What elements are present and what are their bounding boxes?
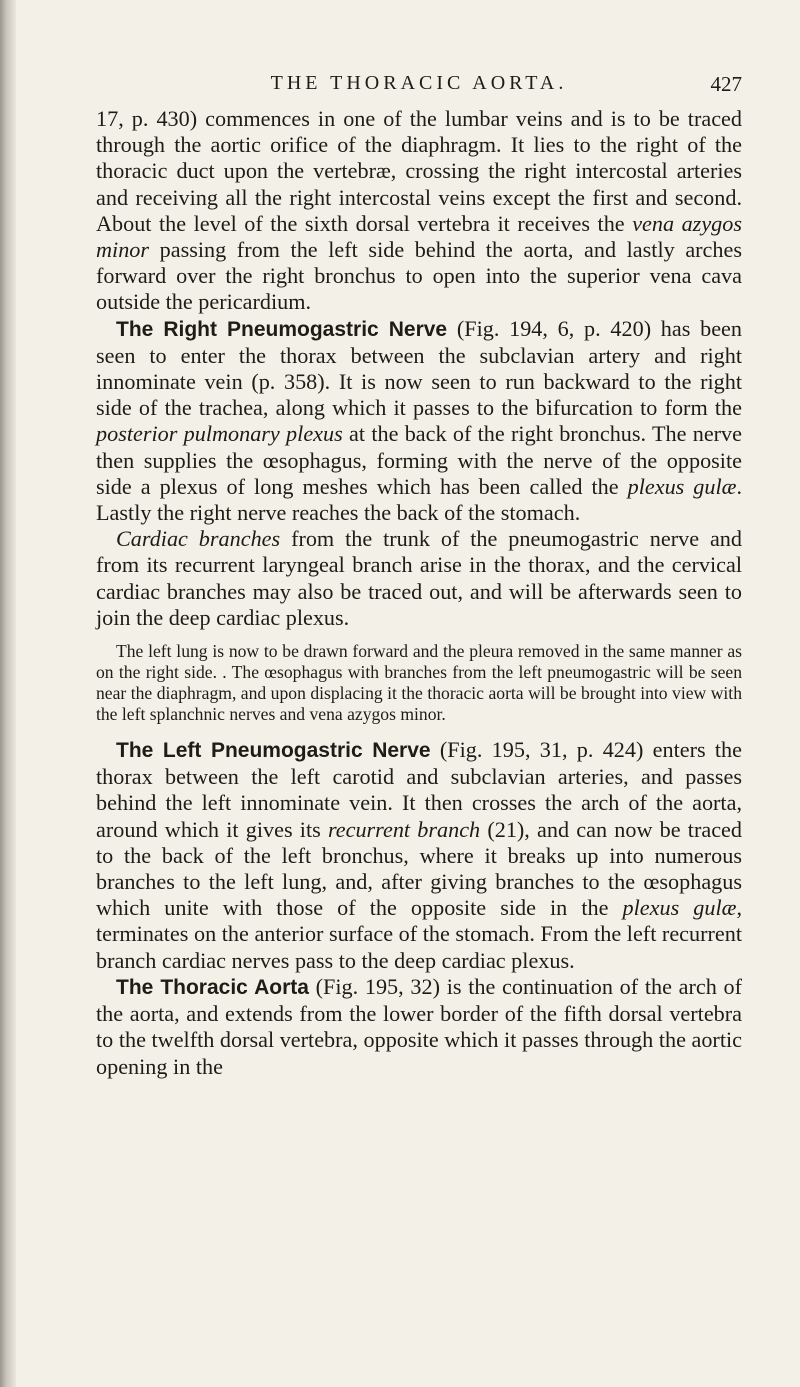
heading-left-pneumogastric: The Left Pneumogastric Nerve [116, 739, 431, 763]
heading-thoracic-aorta: The Thoracic Aorta [116, 975, 309, 999]
paragraph-cardiac-branches: Cardiac branches from the trunk of the pneumogastric nerve and from its recurrent laryngeal branch arise in the thorax, and the cervical cardiac branches may also be traced out, and will be afterwards seen to join the deep cardiac plexus. [96, 526, 742, 630]
body-text-continued [96, 737, 742, 1080]
term-recurrent-branch: recurrent branch [327, 816, 481, 842]
term-cardiac-branches: Cardiac branches [116, 526, 281, 552]
term-vena-azygos-minor: vena azygos minor [96, 210, 742, 263]
page-number: 427 [710, 72, 742, 96]
paragraph-right-pneumogastric: The Right Pneumogastric Nerve (Fig. 194, 6, p. 420) has been seen to enter the thorax between the subclavian artery and right innominate vein (p. 358). It is now seen to run backward to the right side of the trachea, along which it passes to the bifurcation to form the posterior pulmonary plexus at the back of the right bronchus. The nerve then supplies the œsophagus, forming with the nerve of the opposite side a plexus of long meshes which has been called the plexus gulæ. Lastly the right nerve reaches the back of the stomach. [96, 315, 743, 526]
body-text [96, 106, 742, 631]
term-posterior-pulmonary-plexus: posterior pulmonary plexus [96, 421, 343, 447]
term-plexus-gulae: plexus gulæ [627, 473, 737, 499]
book-page [96, 72, 742, 1080]
term-plexus-gulae-2: plexus gulæ [622, 895, 737, 921]
paragraph-azygos-major: 17, p. 430) commences in one of the lumbar veins and is to be traced through the aortic orifice of the diaphragm. It lies to the right of the thoracic duct upon the vertebræ, crossing the right intercostal arteries and receiving all the right intercostal veins except the first and second. About the level of the sixth dorsal vertebra it receives the vena azygos minor passing from the left side behind the aorta, and lastly arches forward over the right bronchus to open into the superior vena cava outside the pericardium. [96, 106, 742, 315]
heading-right-pneumogastric: The Right Pneumogastric Nerve [116, 317, 448, 341]
running-title: THE THORACIC AORTA. [270, 72, 568, 94]
running-head [96, 72, 742, 106]
book-spine-shadow [0, 0, 16, 1387]
dissection-instruction: The left lung is now to be drawn forward and the pleura removed in the same manner as on the right side. . The œsophagus with branches from the left pneumogastric will be seen near the diaphragm, and upon displacing it the thoracic aorta will be brought into view with the left splanchnic nerves and vena azygos minor. [96, 641, 742, 725]
paragraph-thoracic-aorta: The Thoracic Aorta (Fig. 195, 32) is the continuation of the arch of the aorta, and extends from the lower border of the fifth dorsal vertebra to the twelfth dorsal vertebra, opposite which it passes through the aortic opening in the [96, 973, 742, 1079]
paragraph-left-pneumogastric: The Left Pneumogastric Nerve (Fig. 195, 31, p. 424) enters the thorax between the left carotid and subclavian arteries, and passes behind the left innominate vein. It then crosses the arch of the aorta, around which it gives its recurrent branch (21), and can now be traced to the back of the left bronchus, where it breaks up into numerous branches to the left lung, and, after giving branches to the œsophagus which unite with those of the opposite side in the plexus gulæ, terminates on the anterior surface of the stomach. From the left recurrent branch cardiac nerves pass to the deep cardiac plexus. [96, 737, 742, 973]
